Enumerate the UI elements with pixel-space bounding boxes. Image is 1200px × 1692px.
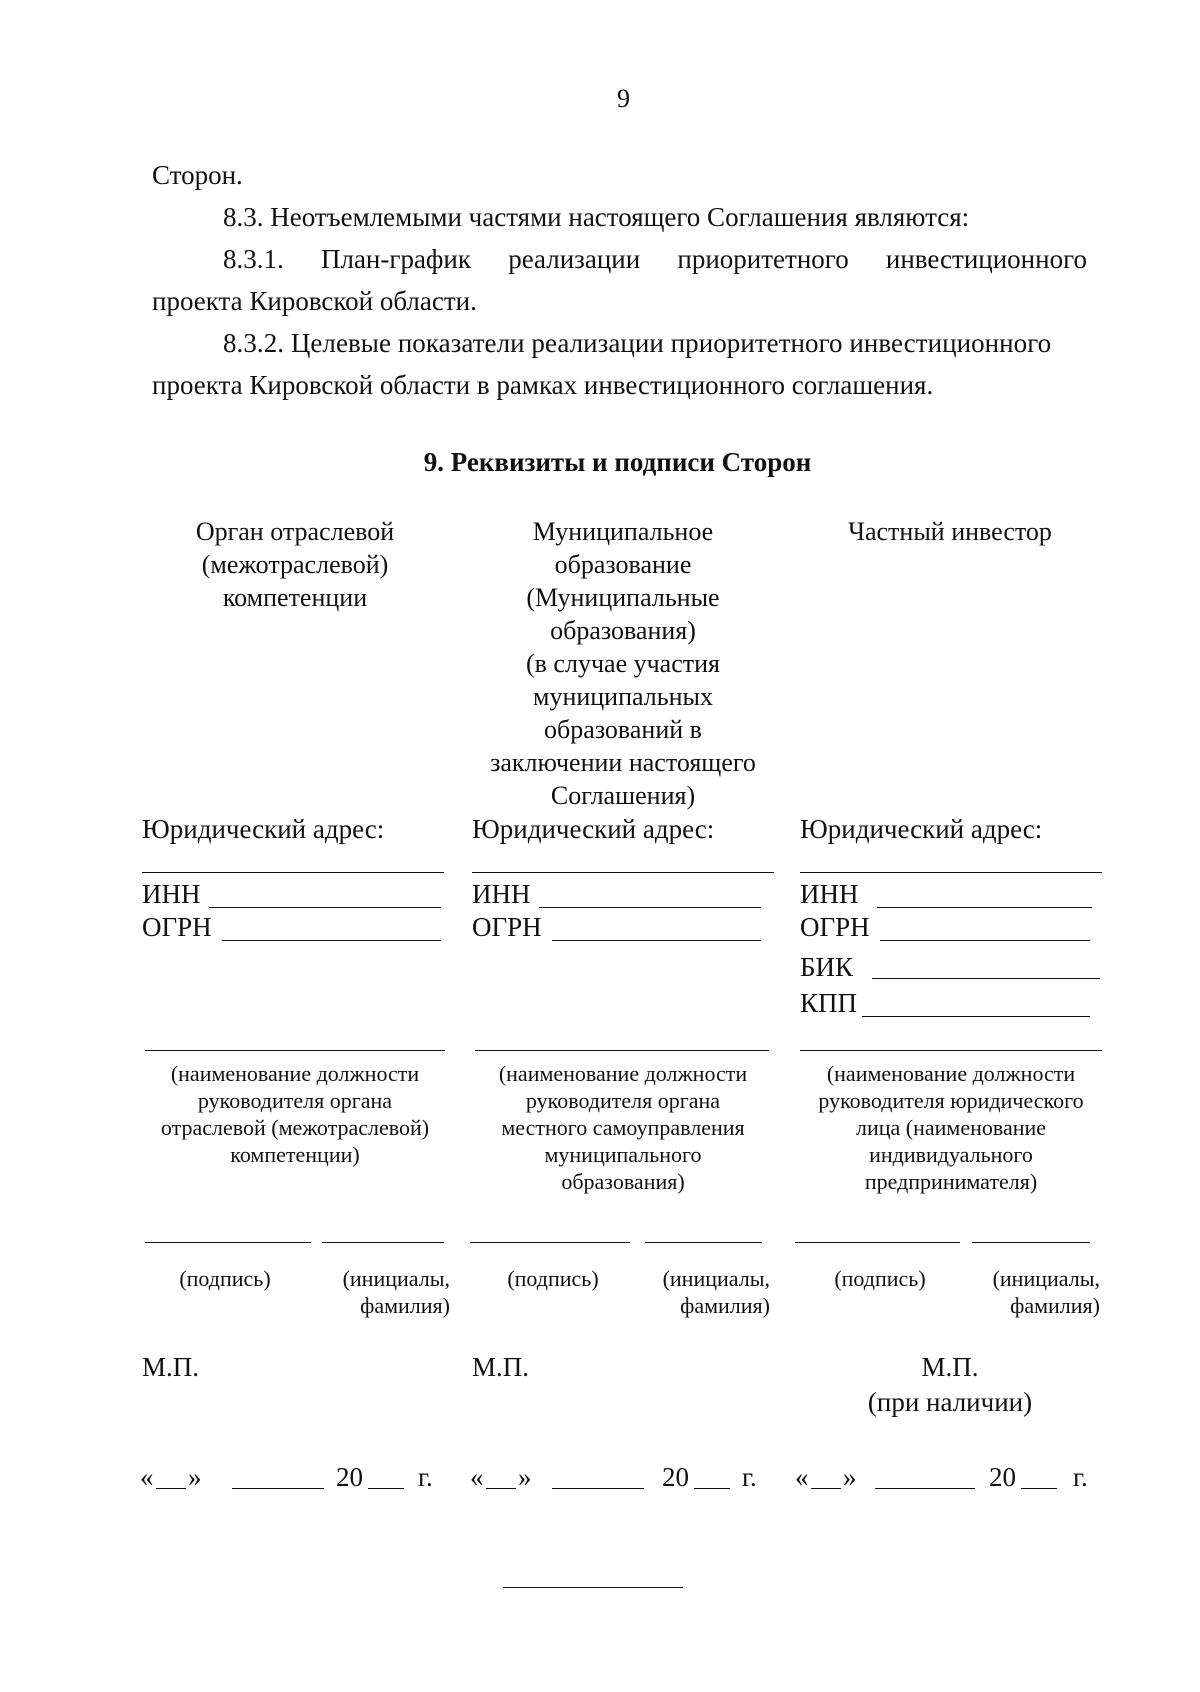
column-3-position-caption xyxy=(795,1060,1107,1195)
day-blank xyxy=(811,1488,841,1489)
month-blank xyxy=(875,1488,975,1489)
caption-line: лица (наименование xyxy=(855,1115,1047,1140)
year-prefix: 20 xyxy=(989,1462,1016,1492)
ogrn-label: ОГРН xyxy=(142,912,212,942)
title-line: (Муниципальные xyxy=(526,583,720,612)
caption-line: фамилия) xyxy=(1010,1293,1100,1318)
title-line: образований в xyxy=(544,715,702,744)
year-blank xyxy=(368,1488,404,1489)
word: инвестиционного xyxy=(885,244,1087,274)
caption-line: руководителя органа xyxy=(525,1088,721,1113)
signature-line xyxy=(145,1242,311,1243)
date-line xyxy=(795,1460,1100,1496)
ogrn-blank xyxy=(222,940,441,941)
paragraph-8-3-1-line2: проекта Кировской области. xyxy=(152,286,477,316)
column-2-position-caption xyxy=(468,1060,778,1195)
caption-line: (инициалы, xyxy=(662,1266,770,1291)
caption-line: муниципального xyxy=(544,1142,702,1167)
inn-blank xyxy=(209,907,441,908)
title-line: (в случае участия xyxy=(526,649,720,678)
column-2-address-label: Юридический адрес: xyxy=(472,814,715,844)
inn-label: ИНН xyxy=(142,879,201,909)
paragraph-8-3-2-line1: 8.3.2. Целевые показатели реализации приоритетного инвестиционного xyxy=(223,328,1052,358)
seal-label: М.П. xyxy=(921,1352,979,1382)
year-suffix: г. xyxy=(1073,1462,1088,1492)
month-blank xyxy=(232,1488,324,1489)
section-title: 9. Реквизиты и подписи Сторон xyxy=(423,447,812,477)
ogrn-blank xyxy=(880,940,1090,941)
caption-line: индивидуального xyxy=(869,1142,1033,1167)
column-3-title xyxy=(795,515,1105,548)
day-blank xyxy=(486,1488,516,1489)
seal-note: (при наличии) xyxy=(867,1387,1033,1417)
quote-open: « xyxy=(795,1462,809,1492)
caption-line: компетенции) xyxy=(230,1142,360,1167)
name-line xyxy=(972,1242,1090,1243)
caption-line: (наименование должности xyxy=(498,1061,748,1086)
kpp-label: КПП xyxy=(800,988,858,1018)
inn-blank xyxy=(539,907,761,908)
caption-line: предпринимателя) xyxy=(864,1169,1038,1194)
date-line xyxy=(140,1460,445,1496)
title-line: (межотраслевой) xyxy=(201,550,389,579)
title-line: Соглашения) xyxy=(550,781,696,810)
name-caption xyxy=(965,1265,1100,1319)
year-prefix: 20 xyxy=(662,1462,689,1492)
date-line xyxy=(470,1460,775,1496)
inn-label: ИНН xyxy=(800,879,859,909)
seal-label: М.П. xyxy=(472,1352,530,1382)
name-line xyxy=(645,1242,762,1243)
caption-line: (наименование должности xyxy=(170,1061,420,1086)
month-blank xyxy=(552,1488,644,1489)
bik-blank xyxy=(872,978,1100,979)
quote-close: » xyxy=(843,1462,857,1492)
end-separator-line xyxy=(503,1587,683,1588)
caption-line: (наименование должности xyxy=(826,1061,1076,1086)
caption-line: отраслевой (межотраслевой) xyxy=(160,1115,430,1140)
caption-line: руководителя органа xyxy=(197,1088,393,1113)
word: реализации xyxy=(508,244,641,274)
caption-line: фамилия) xyxy=(680,1293,770,1318)
ogrn-label: ОГРН xyxy=(800,912,870,942)
caption-line: местного самоуправления xyxy=(501,1115,745,1140)
name-caption xyxy=(320,1265,450,1319)
inn-blank xyxy=(877,907,1092,908)
column-3-address-label: Юридический адрес: xyxy=(800,814,1043,844)
position-line xyxy=(475,1050,769,1051)
name-caption xyxy=(640,1265,770,1319)
address-line xyxy=(472,872,774,873)
paragraph-8-3: 8.3. Неотъемлемыми частями настоящего Соглашения являются: xyxy=(223,202,970,232)
title-line: Частный инвестор xyxy=(848,517,1052,546)
ogrn-label: ОГРН xyxy=(472,912,542,942)
bik-label: БИК xyxy=(800,952,854,982)
page-number: 9 xyxy=(617,84,630,113)
address-line xyxy=(142,872,444,873)
caption-line: фамилия) xyxy=(360,1293,450,1318)
day-blank xyxy=(156,1488,186,1489)
quote-close: » xyxy=(188,1462,202,1492)
quote-close: » xyxy=(518,1462,532,1492)
signature-caption: (подпись) xyxy=(834,1266,926,1291)
inn-label: ИНН xyxy=(472,879,531,909)
title-line: образования) xyxy=(550,616,696,645)
quote-open: « xyxy=(470,1462,484,1492)
quote-open: « xyxy=(140,1462,154,1492)
caption-line: образования) xyxy=(561,1169,685,1194)
title-line: компетенции xyxy=(222,583,368,612)
title-line: образование xyxy=(554,550,692,579)
column-1-position-caption xyxy=(140,1060,450,1168)
title-line: Муниципальное xyxy=(532,517,714,546)
ogrn-blank xyxy=(552,940,761,941)
word: 8.3.1. xyxy=(223,244,284,274)
column-2-title xyxy=(468,515,778,812)
seal-label: М.П. xyxy=(142,1352,200,1382)
caption-line: (инициалы, xyxy=(342,1266,450,1291)
signature-caption: (подпись) xyxy=(179,1266,271,1291)
address-line xyxy=(800,872,1102,873)
word: приоритетного xyxy=(677,244,849,274)
position-line xyxy=(145,1050,445,1051)
text-line-storon: Сторон. xyxy=(152,160,243,190)
signature-caption: (подпись) xyxy=(507,1266,599,1291)
year-prefix: 20 xyxy=(336,1462,363,1492)
position-line xyxy=(800,1050,1102,1051)
year-suffix: г. xyxy=(742,1462,757,1492)
paragraph-8-3-1-line1 xyxy=(223,242,1087,277)
year-blank xyxy=(1021,1488,1057,1489)
year-blank xyxy=(694,1488,730,1489)
signature-line xyxy=(470,1242,630,1243)
caption-line: (инициалы, xyxy=(992,1266,1100,1291)
title-line: заключении настоящего xyxy=(490,748,756,777)
word: План-график xyxy=(320,244,471,274)
column-1-address-label: Юридический адрес: xyxy=(142,814,385,844)
signature-line xyxy=(795,1242,960,1243)
title-line: Орган отраслевой xyxy=(195,517,395,546)
paragraph-8-3-2-line2: проекта Кировской области в рамках инвестиционного соглашения. xyxy=(152,370,934,400)
column-1-title xyxy=(140,515,450,614)
kpp-blank xyxy=(862,1016,1090,1017)
year-suffix: г. xyxy=(418,1462,433,1492)
caption-line: руководителя юридического xyxy=(818,1088,1084,1113)
name-line xyxy=(322,1242,444,1243)
title-line: муниципальных xyxy=(532,682,713,711)
